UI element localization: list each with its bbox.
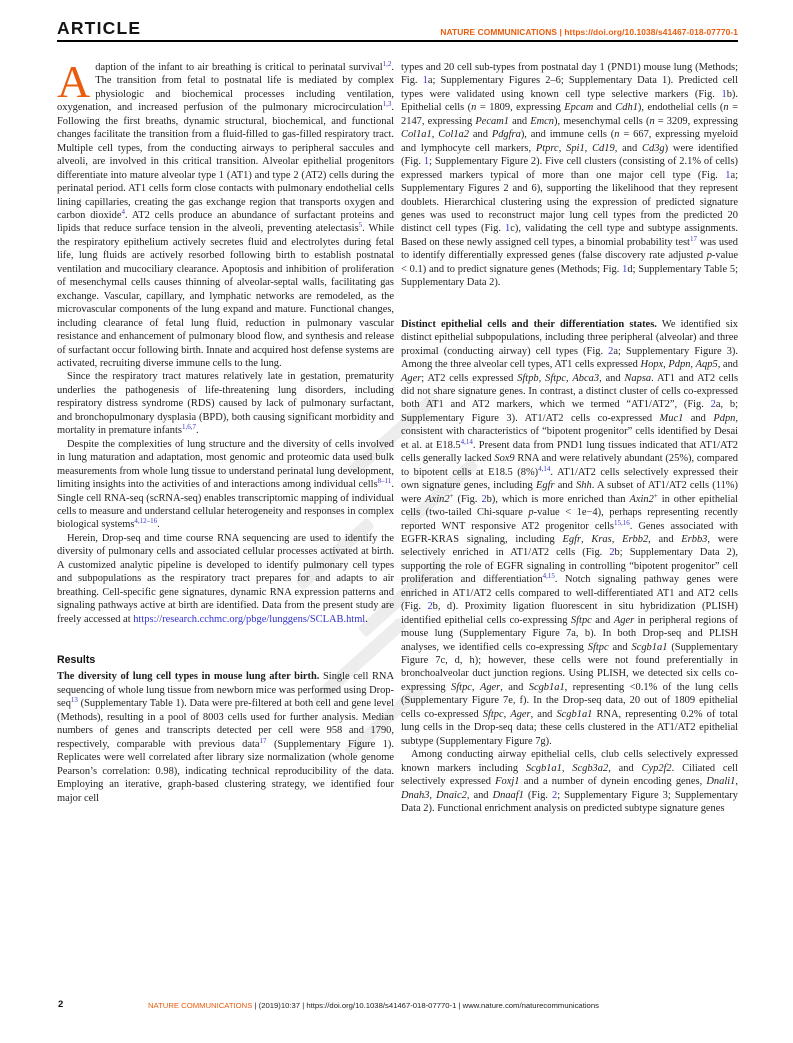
- text-run: a; Supplementary Figures 2 and 6), supporting the likelihood that they represent doublets. Hierarchical clustering using the expression of predicted signature genes was used to reconstruct major lung cell types from the predicted 20 distinct cell types (Fig.: [401, 169, 738, 235]
- figure-ref[interactable]: 1: [622, 263, 628, 275]
- journal-doi-link[interactable]: NATURE COMMUNICATIONS | https://doi.org/10.1038/s41467-018-07770-1: [440, 27, 738, 37]
- paragraph: [401, 748, 738, 815]
- gene-name: Axin2: [425, 493, 450, 505]
- external-link[interactable]: https://research.cchmc.org/pbge/lunggens/SCLAB.html: [133, 613, 366, 625]
- text-run: a, b; Supplementary Figure 3). AT1/AT2 cells co-expressed: [401, 399, 738, 424]
- text-run: , and: [466, 789, 493, 801]
- citation-ref[interactable]: 4,14: [460, 437, 473, 446]
- gene-name: p: [706, 250, 712, 262]
- citation-ref[interactable]: 17: [689, 234, 697, 243]
- gene-name: Dnaaf1: [492, 789, 524, 801]
- gene-name: Scgb1a1: [556, 708, 593, 720]
- right-column: [401, 61, 738, 815]
- gene-name: Scgb1a1: [525, 762, 562, 774]
- text-run: . AT1 and AT2 cells did not share signature genes. In contrast, a distinct cluster of cells co-expressed both AT1 and AT2 markers, which we termed “AT1/AT2”, (Fig.: [401, 372, 739, 411]
- gene-name: Sftpc: [451, 681, 472, 693]
- gene-name: Ptprc: [535, 142, 559, 154]
- gene-name: Dnaic2: [436, 789, 467, 801]
- text-run: , and: [717, 359, 739, 371]
- text-run: . AT1/AT2 cells selectively expressed their own signature genes, including: [401, 466, 738, 492]
- paragraph: [401, 318, 738, 749]
- section-heading: [57, 654, 394, 667]
- text-run: , representing <0.1% of the lung cells (Supplementary Figure 7e, f). In the Drop-seq data, 20 out of 1809 epithelial cells co-expressed: [401, 681, 739, 720]
- gene-name: Sftpc: [482, 708, 504, 720]
- gene-name: Abca3: [572, 372, 600, 384]
- gene-name: Hopx: [640, 359, 664, 371]
- figure-ref[interactable]: 2: [551, 789, 558, 801]
- text-run: Results: [57, 654, 96, 667]
- text-run: and: [468, 129, 492, 141]
- figure-ref[interactable]: 1: [423, 156, 430, 168]
- citation-ref[interactable]: 5: [358, 221, 363, 230]
- gene-name: Sox9: [494, 453, 515, 465]
- paragraph: [401, 61, 738, 290]
- text-run: and: [608, 641, 632, 653]
- text-run: ,: [581, 533, 592, 545]
- text-run: d; Supplementary Table 5; Supplementary Data 2).: [401, 263, 738, 289]
- gene-name: Shh: [576, 480, 592, 492]
- text-run: ,: [690, 359, 696, 371]
- paragraph: [57, 56, 394, 370]
- text-run: ), mesenchymal cells (: [554, 115, 650, 127]
- text-run: ,: [538, 372, 546, 384]
- page-footer: [57, 999, 738, 1013]
- gene-name: Cdh1: [615, 102, 638, 114]
- paragraph: [57, 438, 394, 532]
- gene-name: Egfr: [562, 533, 582, 545]
- citation-ref[interactable]: 4: [121, 207, 126, 216]
- text-run: ,: [431, 129, 439, 141]
- text-run: = 1809, expressing: [476, 102, 565, 114]
- page-number: 2: [58, 999, 64, 1010]
- text-run: -value < 0.1) and to predict signature genes (Methods; Fig.: [401, 250, 738, 275]
- text-run: ,: [584, 142, 593, 154]
- gene-name: n: [614, 129, 620, 141]
- text-run: . While the respiratory epithelium actively secretes fluid and electrolytes during fetal life, lung fluids are actively resorbed following birth to establish postnatal ventilation and mucociliary clearance. Apoptosis and inhibition of proliferation of mesenchymal cells causes thinning of alveolar-septal walls, facilitating gas exchange. Vascular, capillary, and lymphatic networks are remodeled, as the microvascular components of the lung expand and mature. Functional changes, including clearance of fetal lung fluid, reduction in pulmonary vascular resistance and enhancement of pulmonary blood flow, and synthesis and release of surfactant occur following birth. Innate and acquired host defense systems are activated, recruiting diverse immune cells to the lung.: [57, 223, 394, 369]
- figure-ref[interactable]: 2: [609, 547, 615, 559]
- gene-name: Cd19: [592, 142, 615, 154]
- text-run: Single cell RNA sequencing of whole lung tissue from newborn mice was performed using Drop-seq: [57, 671, 395, 710]
- text-run: , and: [614, 142, 643, 154]
- text-run: was used to identify differentially expressed genes (false discovery rate adjusted: [401, 236, 738, 262]
- text-run: ,: [429, 789, 437, 801]
- drop-cap: A: [57, 56, 91, 107]
- gene-name: Ager: [510, 708, 531, 720]
- text-run: ,: [558, 142, 567, 154]
- gene-name: Scgb1a1: [528, 681, 565, 693]
- subsection-heading: Distinct epithelial cells and their differentiation states.: [401, 318, 657, 330]
- citation-ref[interactable]: 4,14: [538, 464, 551, 473]
- text-run: and: [683, 412, 714, 424]
- text-run: in other epithelial cells (two-tailed Chi-square: [401, 493, 739, 519]
- citation-ref[interactable]: 4,12–16: [134, 517, 158, 526]
- text-run: ,: [735, 776, 738, 788]
- text-run: a; Supplementary Figures 2–6; Supplementary Data 1). Predicted cell types were validated using known cell type selective markers (Fig.: [401, 75, 738, 100]
- text-run: daption of the infant to air breathing is critical to perinatal survival: [95, 62, 383, 73]
- figure-ref[interactable]: 1: [505, 223, 511, 235]
- text-run: . AT2 cells produce an abundance of surfactant proteins and lipids that reduce surface tension in the alveoli, preventing atelectasis: [57, 209, 394, 235]
- citation-ref[interactable]: 1,2: [382, 60, 392, 68]
- gene-name: Egfr: [535, 480, 555, 492]
- text-run: = 3209, expressing: [654, 115, 738, 127]
- gene-name: Pdgfra: [491, 129, 521, 141]
- text-run: ,: [663, 359, 669, 371]
- paragraph: [57, 532, 394, 626]
- gene-name: Pecam1: [475, 115, 509, 127]
- gene-name: Axin2: [629, 493, 654, 505]
- gene-name: Pdpn: [713, 412, 736, 424]
- text-run: (Fig.: [523, 789, 552, 801]
- gene-name: Spi1: [566, 142, 585, 154]
- gene-name: Pdpn: [668, 359, 691, 371]
- text-run: , and: [648, 533, 682, 545]
- figure-ref[interactable]: 2: [427, 601, 433, 613]
- header-rule: [57, 40, 738, 42]
- citation-ref[interactable]: 13: [70, 696, 78, 705]
- text-run: . Ciliated cell selectively expressed: [401, 762, 738, 788]
- text-run: Since the respiratory tract matures relatively late in gestation, prematurity underlies the pathogenesis of life-threatening lung disorders, including respiratory distress syndrome (RDS) caused by lack of pulmonary surfactant, and bronchopulmonary dysplasia (BPD), both causing significant morbidity and mortality in premature infants: [57, 371, 394, 437]
- text-run: , and: [500, 681, 529, 693]
- superscript: +: [653, 491, 658, 500]
- gene-name: Cd3g: [642, 142, 665, 154]
- gene-name: Sftpb: [517, 372, 539, 384]
- gene-name: n: [649, 115, 655, 127]
- text-run: Despite the complexities of lung structure and the diversity of cells involved in lung maturation and adaptation, most genomic and proteomic data used bulk measurements from whole lung tissue to understand perinatal lung development, limiting insights into the activities of and interactions among individual cells: [57, 438, 394, 491]
- text-run: types and 20 cell sub-types from postnatal day 1 (PND1) mouse lung (Methods; Fig.: [401, 62, 738, 87]
- gene-name: n: [723, 102, 729, 114]
- gene-name: Col1a1: [401, 129, 432, 141]
- figure-ref[interactable]: 1: [422, 75, 428, 87]
- left-column: [57, 56, 395, 805]
- text-run: (Supplementary Figure 1). Replicates were well correlated after library size normalization (whole genome Pearson’s correlation: 0.98), indicating technical reproducibility of the data. Employing an iterative, graph-based clustering strategy, we identified four major cell: [57, 738, 394, 804]
- gene-name: Erbb2: [622, 533, 649, 545]
- text-run: , consistent with characteristics of “bipotent progenitor” cells identified by Desai et al. at E18.5: [401, 412, 738, 451]
- gene-name: Cyp2f2: [641, 762, 672, 774]
- text-run: ,: [561, 762, 573, 774]
- text-run: RNA, representing 0.2% of total lung cells in the Drop-seq data; these cells clustered in the AT1/AT2 epithelial subtype (Supplementary Figure 7g).: [401, 708, 738, 747]
- subsection-heading: The diversity of lung cell types in mouse lung after birth.: [57, 671, 320, 683]
- text-run: ; AT2 cells expressed: [421, 372, 518, 384]
- text-run: in peripheral regions of mouse lung (Supplementary Figure 7a, b). In both Drop-seq and PLISH analyses, we identified cells co-expressing: [401, 614, 738, 653]
- gene-name: Aqp5: [695, 359, 718, 371]
- text-run: . Notch signaling pathway genes were enriched in AT1/AT2 cells compared to well-differentiated AT1 and AT2 cells (Fig.: [401, 574, 738, 613]
- text-run: ), and immune cells (: [520, 129, 615, 141]
- text-run: , and: [530, 708, 557, 720]
- text-run: . Present data from PND1 lung tissues indicated that AT1/AT2 cells generally lacked: [401, 439, 738, 465]
- gene-name: Erbb3: [681, 533, 708, 545]
- gene-name: Ager: [479, 681, 501, 693]
- gene-name: Muc1: [659, 412, 684, 424]
- gene-name: Scgb3a2: [572, 762, 609, 774]
- gene-name: Sftpc: [587, 641, 609, 653]
- text-run: ,: [565, 372, 573, 384]
- text-run: . Following the first breaths, dynamic structural, biochemical, and functional changes facilitate the transition from a fluid-filled to gas-filled respiratory tract. Multiple cell types, from the conducting airways to peripheral saccules and alveoli, are involved in this critical transition. Alveolar epithelial progenitors differentiate into mature alveolar type 1 (AT1) and type 2 (AT2) cells during the perinatal period. AT1 cells form close contacts with pulmonary endothelial cells lining capillaries, creating the gas exchange region that transports oxygen and carbon dioxide: [57, 102, 394, 221]
- figure-ref[interactable]: 2: [710, 399, 716, 411]
- text-run: b, d). Proximity ligation fluorescent in situ hybridization (PLISH) identified epithelial cells co-expressing: [401, 601, 738, 626]
- text-run: (Supplementary Table 1). Data were pre-filtered at both cell and gene level (Methods), resulting in a pool of 8003 cells used for further analysis. Median numbers of genes and transcripts detected per cell were 958 and 1790, respectively, comparable with previous data: [57, 698, 394, 750]
- text-run: ,: [611, 533, 623, 545]
- gene-name: Ager: [401, 372, 422, 384]
- gene-name: Dnali1: [706, 776, 736, 788]
- citation-ref[interactable]: 1,6,7: [181, 423, 196, 432]
- paragraph: [57, 670, 394, 805]
- text-run: , and: [608, 762, 642, 774]
- text-run: .: [365, 613, 368, 625]
- text-run: ,: [503, 708, 511, 720]
- citation-ref[interactable]: 17: [259, 736, 267, 745]
- text-run: b; Supplementary Data 2), supporting the role of EGFR signaling in controlling “bipotent progenitor” cell proliferation and differentiation: [401, 547, 738, 586]
- text-run: . Single cell RNA-seq (scRNA-seq) enables transcriptomic mapping of individual cells to measure and understand cellular heterogeneity and responses in complex biological systems: [57, 479, 394, 531]
- text-run: . The transition from fetal to postnatal life is mediated by complex physiologic and biochemical processes including ventilation, oxygenation, and increased perfusion of the pulmonary microcirculation: [57, 62, 394, 114]
- gene-name: Scgb1a1: [631, 641, 668, 653]
- page-header: [57, 14, 738, 40]
- text-run: .: [195, 425, 199, 437]
- text-run: a; Supplementary Figure 3). Among the three alveolar cell types, AT1 cells expressed: [401, 345, 738, 371]
- text-run: (Supplementary Figure 7c, d, h); however, these cells were not found preferentially in bronchoalveolar duct junction regions. Using PLISH, we detected six cells co-expressing: [401, 641, 739, 693]
- text-run: -value < 1e−4), perhaps representing recently reported WNT responsive AT2 progenitor cells: [401, 507, 739, 532]
- text-run: Herein, Drop-seq and time course RNA sequencing are used to identify the diversity of pulmonary cells and associated cellular processes activated at birth. A customized analytic pipeline is developed to identify pulmonary cell types and subpopulations as the respiratory tract prepares for and adapts to air breathing. Cell-specific gene signatures, dynamic RNA expression patterns and signaling pathways active at birth are identified. Data from the present study are freely accessed at: [57, 532, 394, 625]
- gene-name: Emcn: [530, 115, 555, 127]
- text-run: ,: [471, 681, 480, 693]
- text-run: b). Epithelial cells (: [401, 88, 738, 114]
- citation-ref[interactable]: 4,15: [542, 572, 555, 581]
- text-run: and: [593, 102, 616, 114]
- footer-journal-name: NATURE COMMUNICATIONS: [148, 1000, 253, 1010]
- text-run: (Fig.: [453, 493, 482, 505]
- text-run: ; Supplementary Figure 2). Five cell clusters (consisting of 2.1% of cells) expressed markers typical of more than one major cell type (Fig.: [401, 156, 738, 181]
- footer-citation-rest: | (2019)10:37 | https://doi.org/10.1038/s41467-018-07770-1 | www.nature.com/naturecommunications: [252, 1000, 599, 1010]
- text-run: , were selectively enriched in AT1/AT2 cells (Fig.: [401, 533, 739, 559]
- text-run: and a number of dynein encoding genes,: [519, 776, 707, 788]
- text-run: . Genes associated with EGFR-KRAS signaling, including: [401, 520, 738, 545]
- text-run: and: [554, 480, 577, 492]
- gene-name: Sftpc: [545, 372, 566, 384]
- figure-ref[interactable]: 1: [721, 88, 727, 100]
- text-run: , and: [599, 372, 625, 384]
- text-run: and: [591, 614, 614, 626]
- gene-name: Kras: [591, 533, 612, 545]
- text-run: Among conducting airway epithelial cells, club cells selectively expressed known markers including: [401, 749, 738, 774]
- text-run: = 667, expressing myeloid and lymphocyte cell markers,: [401, 129, 738, 154]
- text-run: b), which is more enriched than: [486, 493, 630, 505]
- citation-ref[interactable]: 15,16: [613, 518, 630, 527]
- paragraph: [57, 370, 394, 437]
- text-run: c), validating the cell type and subtype assignments. Based on these newly assigned cell types, a binomial probability test: [401, 223, 738, 248]
- text-run: ) were identified (Fig.: [401, 142, 739, 168]
- text-run: RNA and were relatively abundant (25%), compared to bipotent cells at E18.5 (8%): [401, 453, 738, 478]
- gene-name: Ager: [613, 614, 635, 626]
- footer-citation[interactable]: [148, 1001, 599, 1010]
- text-run: = 2147, expressing: [401, 102, 739, 127]
- gene-name: Col1a2: [438, 129, 469, 141]
- gene-name: Sftpc: [570, 614, 592, 626]
- citation-ref[interactable]: 1,3: [382, 100, 392, 109]
- text-run: ), endothelial cells (: [637, 102, 724, 114]
- figure-ref[interactable]: 2: [481, 493, 487, 505]
- article-label: ARTICLE: [57, 18, 142, 38]
- superscript: +: [449, 491, 454, 500]
- text-run: . A subset of AT1/AT2 cells (11%) were: [401, 480, 738, 505]
- text-run: .: [157, 519, 160, 531]
- text-run: We identified six distinct epithelial subpopulations, including three peripheral (alveolar) and three proximal (conducting airway) cell types (Fig.: [401, 318, 738, 357]
- figure-ref[interactable]: 2: [608, 345, 614, 357]
- text-run: and: [508, 115, 531, 127]
- text-run: ; Supplementary Figure 3; Supplementary Data 2). Functional enrichment analysis on predicted subtype signature genes: [401, 789, 739, 815]
- citation-ref[interactable]: 8–11: [377, 477, 392, 486]
- figure-ref[interactable]: 1: [725, 169, 731, 181]
- gene-name: Napsa: [624, 372, 652, 384]
- gene-name: Dnah3: [401, 789, 430, 801]
- gene-name: Epcam: [564, 102, 594, 114]
- gene-name: p: [528, 507, 534, 519]
- gene-name: n: [471, 102, 477, 114]
- gene-name: Foxj1: [495, 776, 520, 788]
